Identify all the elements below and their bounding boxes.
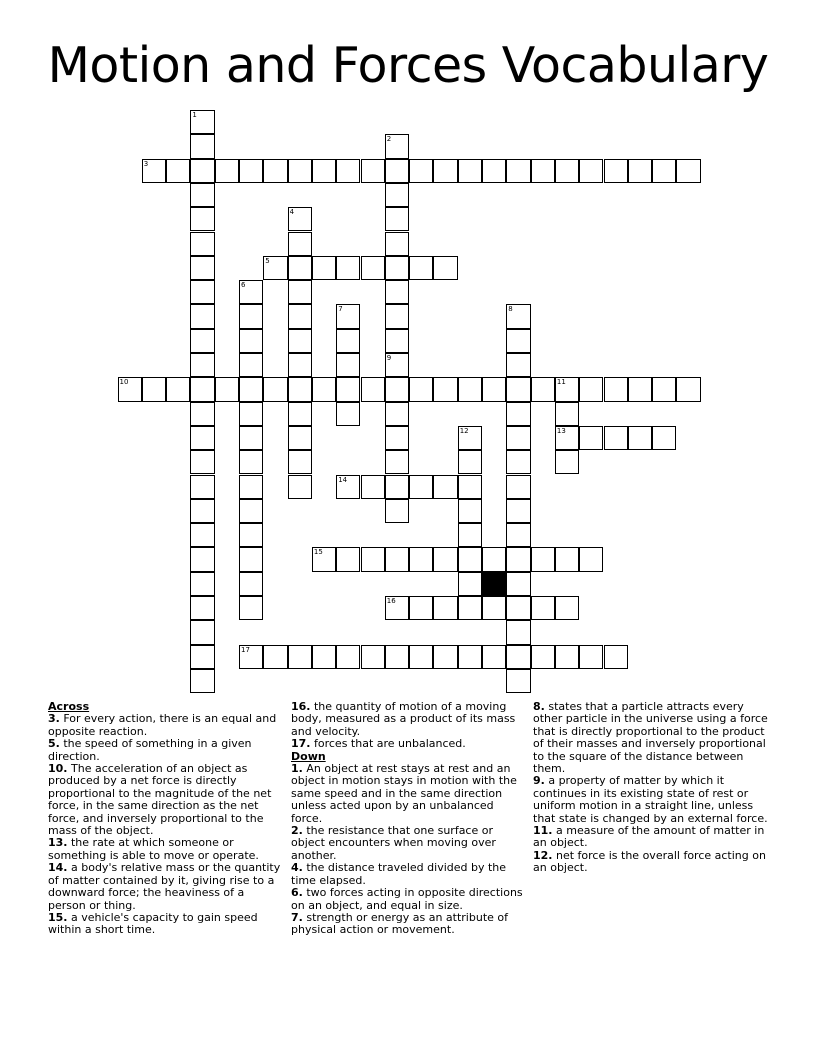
clue-text: states that a particle attracts every other particle in the universe using a force that is directly proportional to the product of their masses and inversely proportional to the square of the distance between them. [533, 700, 768, 776]
grid-cell[interactable] [555, 645, 579, 669]
grid-cell[interactable] [312, 547, 336, 571]
grid-cell[interactable] [190, 523, 214, 547]
grid-cell[interactable] [458, 645, 482, 669]
grid-cell[interactable] [239, 645, 263, 669]
clue-number-label: 10 [119, 378, 129, 387]
clue-across [48, 912, 284, 937]
clue-across [48, 763, 284, 837]
grid-cell[interactable] [336, 377, 360, 401]
grid-cell[interactable] [433, 475, 457, 499]
clue-text: the resistance that one surface or object encounters when moving over another. [291, 824, 496, 862]
grid-cell[interactable] [239, 329, 263, 353]
clue-text: the distance traveled divided by the time elapsed. [291, 861, 507, 887]
clue-number-label: 8 [508, 305, 513, 314]
grid-cell[interactable] [239, 353, 263, 377]
grid-cell[interactable] [458, 547, 482, 571]
clue-number-label: 9 [386, 354, 392, 362]
clue-number: 5. [48, 737, 60, 751]
grid-cell[interactable] [190, 256, 214, 280]
grid-cell[interactable] [312, 645, 336, 669]
grid-cell[interactable] [190, 183, 214, 207]
grid-cell[interactable] [555, 377, 579, 401]
grid-cell[interactable] [506, 450, 530, 474]
grid-cell[interactable] [288, 329, 312, 353]
grid-cell[interactable] [385, 426, 409, 450]
grid-cell[interactable] [628, 159, 652, 183]
clue-number: 11. [533, 824, 553, 838]
grid-cell[interactable] [190, 232, 214, 256]
grid-cell[interactable] [190, 353, 214, 377]
clue-number-label: 5 [265, 256, 270, 265]
grid-cell[interactable] [239, 377, 263, 401]
clue-text: forces that are unbalanced. [310, 737, 466, 751]
grid-cell[interactable] [288, 304, 312, 328]
clue-text: the quantity of motion of a moving body, measured as a product of its mass and velocity. [291, 700, 516, 738]
grid-cell[interactable] [385, 207, 409, 231]
grid-cell[interactable] [336, 256, 360, 280]
grid-cell[interactable] [361, 475, 385, 499]
grid-cell[interactable] [385, 256, 409, 280]
grid-cell[interactable] [579, 645, 603, 669]
clue-text: strength or energy as an attribute of physical action or movement. [291, 910, 508, 937]
clue-text: a body's relative mass or the quantity of matter contained by it, giving rise to a downward force; the heaviness of a person or thing. [48, 861, 281, 912]
grid-cell[interactable] [385, 134, 409, 158]
grid-cell[interactable] [458, 450, 482, 474]
grid-cell[interactable] [385, 596, 409, 620]
grid-cell[interactable] [288, 207, 312, 231]
clue-down [533, 775, 769, 825]
clue-number-label: 12 [459, 426, 469, 435]
clue-across [48, 738, 284, 763]
clue-number: 14. [48, 861, 68, 875]
grid-cell[interactable] [361, 377, 385, 401]
clue-number-label: 7 [338, 305, 343, 314]
grid-cell[interactable] [628, 377, 652, 401]
grid-cell[interactable] [458, 159, 482, 183]
blocked-cell [482, 572, 506, 596]
grid-cell[interactable] [239, 159, 263, 183]
clue-across [48, 862, 284, 912]
grid-cell[interactable] [190, 280, 214, 304]
clue-number-label: 17 [241, 645, 250, 654]
grid-cell[interactable] [336, 475, 360, 499]
clue-down [291, 912, 527, 937]
grid-cell[interactable] [312, 256, 336, 280]
grid-cell[interactable] [288, 426, 312, 450]
grid-cell[interactable] [433, 256, 457, 280]
grid-cell[interactable] [433, 377, 457, 401]
grid-cell[interactable] [676, 377, 700, 401]
grid-cell[interactable] [506, 159, 530, 183]
grid-cell[interactable] [288, 475, 312, 499]
grid-cell[interactable] [506, 547, 530, 571]
grid-cell[interactable] [288, 353, 312, 377]
grid-cell[interactable] [579, 426, 603, 450]
grid-cell[interactable] [263, 645, 287, 669]
grid-cell[interactable] [385, 280, 409, 304]
grid-cell[interactable] [361, 159, 385, 183]
clue-down [533, 701, 769, 775]
grid-cell[interactable] [361, 645, 385, 669]
clue-number-label: 13 [556, 426, 566, 435]
grid-cell[interactable] [531, 377, 555, 401]
grid-cell[interactable] [409, 596, 433, 620]
clue-number: 6. [291, 886, 303, 900]
clue-text: a measure of the amount of matter in an object. [533, 824, 765, 850]
grid-cell[interactable] [190, 159, 214, 183]
grid-cell[interactable] [336, 547, 360, 571]
grid-cell[interactable] [506, 499, 530, 523]
grid-cell[interactable] [506, 377, 530, 401]
grid-cell[interactable] [555, 402, 579, 426]
grid-cell[interactable] [555, 547, 579, 571]
grid-cell[interactable] [652, 426, 676, 450]
grid-cell[interactable] [506, 426, 530, 450]
clue-text: For every action, there is an equal and opposite reaction. [48, 712, 277, 738]
grid-cell[interactable] [531, 645, 555, 669]
grid-cell[interactable] [190, 450, 214, 474]
grid-cell[interactable] [433, 596, 457, 620]
grid-cell[interactable] [239, 402, 263, 426]
clue-text: An object at rest stays at rest and an object in motion stays in motion with the same speed and in the same direction unless acted upon by an unbalanced force. [291, 762, 517, 825]
grid-cell[interactable] [190, 377, 214, 401]
clue-number: 12. [533, 848, 553, 862]
grid-cell[interactable] [190, 669, 214, 693]
grid-cell[interactable] [385, 450, 409, 474]
grid-cell[interactable] [555, 159, 579, 183]
clue-across [291, 701, 527, 738]
grid-cell[interactable] [385, 377, 409, 401]
grid-cell[interactable] [604, 645, 628, 669]
grid-cell[interactable] [190, 134, 214, 158]
clue-down [291, 887, 527, 912]
grid-cell[interactable] [239, 475, 263, 499]
grid-cell[interactable] [458, 475, 482, 499]
grid-cell[interactable] [142, 377, 166, 401]
grid-cell[interactable] [239, 280, 263, 304]
grid-cell[interactable] [409, 645, 433, 669]
clue-text: the speed of something in a given direction. [48, 737, 252, 763]
grid-cell[interactable] [385, 475, 409, 499]
grid-cell[interactable] [336, 329, 360, 353]
grid-cell[interactable] [531, 547, 555, 571]
grid-cell[interactable] [482, 596, 506, 620]
grid-cell[interactable] [676, 159, 700, 183]
grid-cell[interactable] [361, 256, 385, 280]
grid-cell[interactable] [652, 377, 676, 401]
grid-cell[interactable] [336, 159, 360, 183]
grid-cell[interactable] [579, 547, 603, 571]
grid-cell[interactable] [458, 572, 482, 596]
clue-number-label: 15 [313, 548, 323, 557]
grid-cell[interactable] [506, 402, 530, 426]
grid-cell[interactable] [263, 159, 287, 183]
grid-cell[interactable] [336, 353, 360, 377]
clue-number: 7. [291, 910, 303, 924]
grid-cell[interactable] [361, 547, 385, 571]
clue-number: 2. [291, 824, 303, 838]
grid-cell[interactable] [652, 159, 676, 183]
clue-number-label: 3 [143, 159, 149, 168]
clue-text: The acceleration of an object as produced by a net force is directly proportional to the magnitude of the net force, in the same direction as the net force, and inversely proportional to the mass of the object. [48, 762, 272, 838]
grid-cell[interactable] [506, 645, 530, 669]
clue-number-label: 4 [289, 208, 295, 217]
grid-cell[interactable] [506, 596, 530, 620]
clue-across [48, 837, 284, 862]
clue-across [291, 738, 527, 750]
clue-down [291, 763, 527, 825]
grid-cell[interactable] [288, 256, 312, 280]
grid-cell[interactable] [190, 547, 214, 571]
grid-cell[interactable] [190, 402, 214, 426]
clue-down [291, 825, 527, 862]
grid-cell[interactable] [604, 377, 628, 401]
grid-cell[interactable] [336, 402, 360, 426]
clue-column-2 [291, 701, 527, 937]
clue-number: 13. [48, 836, 68, 850]
grid-cell[interactable] [190, 304, 214, 328]
grid-cell[interactable] [628, 426, 652, 450]
grid-cell[interactable] [385, 159, 409, 183]
clue-number: 3. [48, 712, 60, 726]
grid-cell[interactable] [433, 645, 457, 669]
clue-text: a vehicle's capacity to gain speed within a short time. [48, 910, 258, 937]
grid-cell[interactable] [506, 353, 530, 377]
grid-cell[interactable] [190, 475, 214, 499]
grid-cell[interactable] [506, 523, 530, 547]
clue-number: 10. [48, 762, 68, 776]
grid-cell[interactable] [142, 159, 166, 183]
grid-cell[interactable] [190, 329, 214, 353]
grid-cell[interactable] [385, 232, 409, 256]
grid-cell[interactable] [433, 547, 457, 571]
clue-number: 8. [533, 700, 545, 713]
grid-cell[interactable] [239, 426, 263, 450]
clue-text: a property of matter by which it continues in its existing state of rest or uniform motion in a straight line, unless that state is changed by an external force. [533, 774, 768, 825]
grid-cell[interactable] [506, 572, 530, 596]
grid-cell[interactable] [555, 426, 579, 450]
grid-cell[interactable] [166, 377, 190, 401]
grid-cell[interactable] [482, 547, 506, 571]
grid-cell[interactable] [409, 475, 433, 499]
clue-text: two forces acting in opposite directions on an object, and equal in size. [291, 886, 523, 912]
grid-cell[interactable] [385, 402, 409, 426]
grid-cell[interactable] [579, 377, 603, 401]
grid-cell[interactable] [288, 645, 312, 669]
down-heading: Down [291, 749, 326, 763]
grid-cell[interactable] [215, 159, 239, 183]
grid-cell[interactable] [458, 426, 482, 450]
grid-cell[interactable] [239, 596, 263, 620]
grid-cell[interactable] [190, 499, 214, 523]
grid-cell[interactable] [288, 232, 312, 256]
grid-cell[interactable] [239, 547, 263, 571]
grid-cell[interactable] [190, 596, 214, 620]
grid-cell[interactable] [531, 159, 555, 183]
puzzle-title: Motion and Forces Vocabulary [47, 37, 769, 94]
grid-cell[interactable] [288, 450, 312, 474]
grid-cell[interactable] [482, 645, 506, 669]
grid-cell[interactable] [409, 159, 433, 183]
grid-cell[interactable] [409, 256, 433, 280]
grid-cell[interactable] [433, 159, 457, 183]
clue-number-label: 11 [556, 378, 566, 387]
grid-cell[interactable] [604, 426, 628, 450]
grid-cell[interactable] [482, 159, 506, 183]
grid-cell[interactable] [288, 159, 312, 183]
grid-cell[interactable] [385, 499, 409, 523]
grid-cell[interactable] [458, 377, 482, 401]
clue-number: 4. [291, 861, 303, 875]
grid-cell[interactable] [239, 572, 263, 596]
grid-cell[interactable] [385, 353, 409, 377]
grid-cell[interactable] [190, 645, 214, 669]
grid-cell[interactable] [385, 547, 409, 571]
grid-cell[interactable] [239, 450, 263, 474]
grid-cell[interactable] [458, 523, 482, 547]
grid-cell[interactable] [579, 159, 603, 183]
grid-cell[interactable] [604, 159, 628, 183]
grid-cell[interactable] [506, 620, 530, 644]
grid-cell[interactable] [458, 499, 482, 523]
clue-across [48, 713, 284, 738]
clue-down [533, 825, 769, 850]
grid-cell[interactable] [385, 183, 409, 207]
clue-number: 9. [533, 774, 545, 788]
grid-cell[interactable] [458, 596, 482, 620]
grid-cell[interactable] [118, 377, 142, 401]
grid-cell[interactable] [555, 596, 579, 620]
grid-cell[interactable] [190, 426, 214, 450]
clue-number-label: 16 [386, 597, 396, 605]
clue-number-label: 14 [338, 475, 348, 484]
grid-cell[interactable] [409, 377, 433, 401]
clue-down [291, 862, 527, 887]
grid-cell[interactable] [215, 377, 239, 401]
clue-number: 17. [291, 737, 311, 751]
clue-number-label: 6 [241, 281, 246, 290]
grid-cell[interactable] [385, 645, 409, 669]
across-heading: Across [48, 700, 90, 713]
grid-cell[interactable] [288, 377, 312, 401]
clue-down [533, 850, 769, 875]
clue-text: the rate at which someone or something is able to move or operate. [48, 836, 259, 862]
grid-cell[interactable] [239, 304, 263, 328]
grid-cell[interactable] [263, 256, 287, 280]
grid-cell[interactable] [506, 329, 530, 353]
grid-cell[interactable] [385, 329, 409, 353]
grid-cell[interactable] [288, 280, 312, 304]
grid-cell[interactable] [312, 159, 336, 183]
clue-number-label: 2 [386, 135, 392, 144]
grid-cell[interactable] [506, 304, 530, 328]
grid-cell[interactable] [190, 207, 214, 231]
grid-cell[interactable] [190, 620, 214, 644]
clue-text: net force is the overall force acting on an object. [533, 848, 766, 875]
grid-cell[interactable] [190, 572, 214, 596]
grid-cell[interactable] [336, 304, 360, 328]
grid-cell[interactable] [263, 377, 287, 401]
grid-cell[interactable] [190, 110, 214, 134]
grid-cell[interactable] [555, 450, 579, 474]
grid-cell[interactable] [336, 645, 360, 669]
grid-cell[interactable] [385, 304, 409, 328]
clue-number: 1. [291, 762, 303, 776]
grid-cell[interactable] [239, 499, 263, 523]
grid-cell[interactable] [288, 402, 312, 426]
clue-number: 16. [291, 700, 311, 713]
grid-cell[interactable] [312, 377, 336, 401]
clue-column-1 [48, 701, 284, 937]
clue-number-label: 1 [192, 111, 197, 119]
clue-column-3 [533, 701, 769, 875]
grid-cell[interactable] [409, 547, 433, 571]
clue-number: 15. [48, 910, 68, 924]
grid-cell[interactable] [531, 596, 555, 620]
grid-cell[interactable] [482, 377, 506, 401]
grid-cell[interactable] [506, 475, 530, 499]
grid-cell[interactable] [166, 159, 190, 183]
grid-cell[interactable] [506, 669, 530, 693]
grid-cell[interactable] [239, 523, 263, 547]
